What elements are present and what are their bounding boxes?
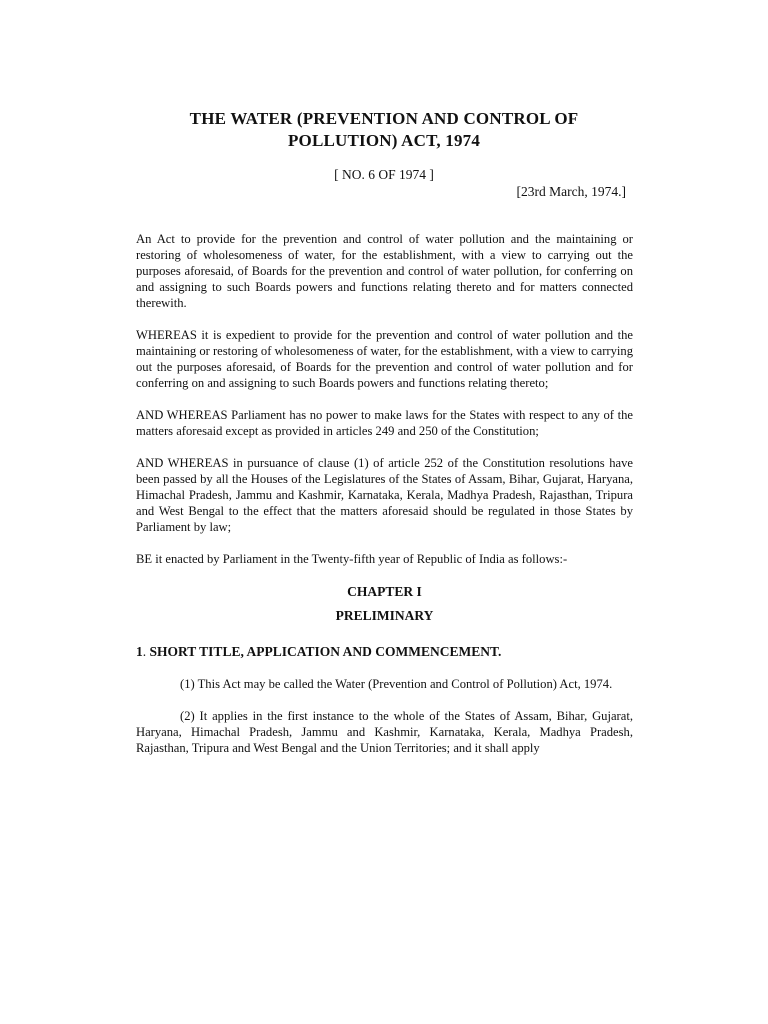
whereas-paragraph-1: WHEREAS it is expedient to provide for the prevention and control of water pollution and the maintaining or restoring of wholesomeness of water, for the establishment, with a view to carrying out the purposes aforesaid, of Boards for the prevention and control of water pollution and for conferring on and assigning to such Boards powers and functions relating thereto;	[136, 328, 633, 390]
document-body	[136, 231, 633, 772]
chapter-title: PRELIMINARY	[335, 608, 434, 623]
whereas-paragraph-2: AND WHEREAS Parliament has no power to make laws for the States with respect to any of the matters aforesaid except as provided in articles 249 and 250 of the Constitution;	[136, 408, 633, 438]
section-separator: .	[142, 644, 150, 659]
title-line-1: THE WATER (PREVENTION AND CONTROL OF	[189, 109, 579, 128]
section-number: 1	[136, 644, 143, 659]
document-title	[120, 108, 648, 152]
section-heading	[136, 643, 633, 660]
enactment-paragraph: BE it enacted by Parliament in the Twenty-fifth year of Republic of India as follows:-	[136, 552, 568, 566]
section-heading-text: SHORT TITLE, APPLICATION AND COMMENCEMENT.	[149, 644, 502, 659]
act-date: [23rd March, 1974.]	[516, 184, 626, 199]
act-number: [ NO. 6 OF 1974 ]	[334, 167, 434, 182]
chapter-number: CHAPTER I	[347, 584, 422, 599]
clause-2: (2) It applies in the first instance to the whole of the States of Assam, Bihar, Gujarat, Haryana, Himachal Pradesh, Jammu and Kashmir, Karnataka, Kerala, Madhya Pradesh, Rajasthan, Tripura and West Bengal and the Union Territories; and it shall apply	[136, 709, 633, 755]
clause-1: (1) This Act may be called the Water (Prevention and Control of Pollution) Act, 1974.	[180, 677, 613, 691]
preamble-paragraph: An Act to provide for the prevention and control of water pollution and the maintaining or restoring of wholesomeness of water, for the establishment, with a view to carrying out the purposes aforesaid, of Boards for the prevention and control of water pollution, for conferring on and assigning to such Boards powers and functions relating thereto and for matters connected therewith.	[136, 232, 633, 310]
whereas-paragraph-3: AND WHEREAS in pursuance of clause (1) of article 252 of the Constitution resolutions have been passed by all the Houses of the Legislatures of the States of Assam, Bihar, Gujarat, Haryana, Himachal Pradesh, Jammu and Kashmir, Karnataka, Kerala, Madhya Pradesh, Rajasthan, Tripura and West Bengal to the effect that the matters aforesaid should be regulated in those States by Parliament by law;	[136, 456, 633, 534]
title-line-2: POLLUTION) ACT, 1974	[287, 131, 481, 150]
